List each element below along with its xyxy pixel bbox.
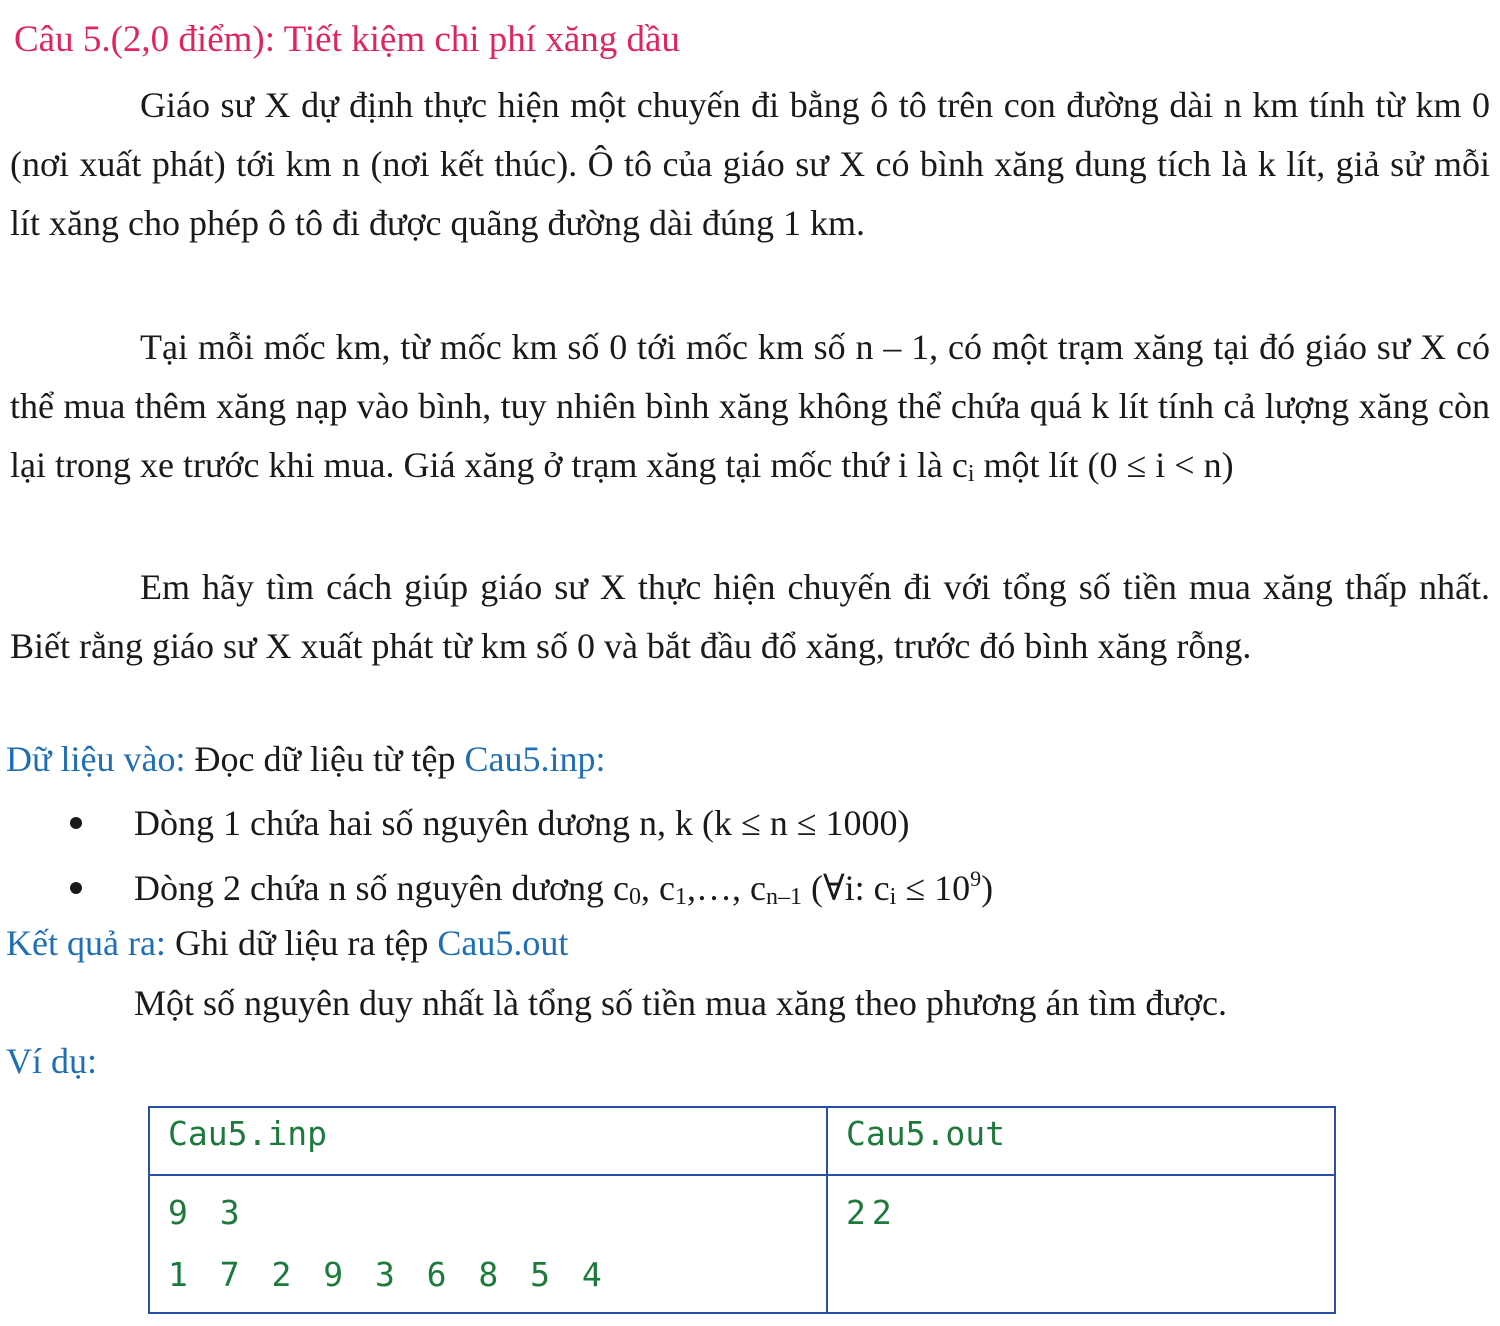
bullet-line-2-text: ): [981, 868, 994, 908]
table-row: [149, 1175, 1335, 1313]
input-text: Đọc dữ liệu từ tệp: [194, 739, 456, 779]
bullet-line-2: [70, 866, 993, 911]
table-cell-output: [827, 1175, 1335, 1313]
bullet-line-2-text: Dòng 2 chứa n số nguyên dương c: [134, 868, 629, 908]
ci-symbol: [952, 445, 975, 485]
table-header-output: Cau5.out: [827, 1107, 1335, 1175]
example-table: [148, 1106, 1336, 1314]
table-header-input: Cau5.inp: [149, 1107, 827, 1175]
paragraph-intro-text: Giáo sư X dự định thực hiện một chuyến đi bằng ô tô trên con đường dài n km tính từ km 0 (nơi xuất phát) tới km n (nơi kết thúc). Ô tô của giáo sư X có bình xăng dung tích là k lít, giả sử mỗi lít xăng cho phép ô tô đi được quãng đường dài đúng 1 km.: [10, 85, 1490, 243]
input-line-1: 9 3: [168, 1193, 246, 1232]
input-file-name: Cau5.inp:: [464, 739, 606, 779]
subscript: 0: [628, 884, 641, 910]
example-heading: Ví dụ:: [6, 1041, 98, 1081]
subscript: i: [889, 884, 897, 910]
output-description: Một số nguyên duy nhất là tổng số tiền mua xăng theo phương án tìm được.: [134, 983, 1227, 1023]
bullet-line-2-text: ≤ 10: [896, 868, 971, 908]
paragraph-stations-text: Tại mỗi mốc km, từ mốc km số 0 tới mốc km số n – 1, có một trạm xăng tại đó giáo sư X có thể mua thêm xăng nạp vào bình, tuy nhiên bình xăng không thể chứa quá k lít tính cả lượng xăng còn lại trong xe trước khi mua. Giá xăng ở trạm xăng tại mốc thứ i là: [10, 327, 1490, 485]
output-line-1: 22: [846, 1193, 898, 1232]
paragraph-stations: [10, 318, 1490, 504]
paragraph-intro: [10, 76, 1490, 253]
bullet-line-2-text: , c: [640, 868, 675, 908]
problem-title: Câu 5.(2,0 điểm): Tiết kiệm chi phí xăng dầu: [14, 19, 680, 60]
bullet-dot-icon: [70, 882, 82, 894]
table-cell-input: [149, 1175, 827, 1313]
subscript: 1: [674, 884, 687, 910]
output-section-heading: [6, 922, 568, 964]
bullet-line-1-text: Dòng 1 chứa hai số nguyên dương n, k (k ≤ n ≤ 1000): [134, 803, 910, 843]
table-header-row: [149, 1107, 1335, 1175]
superscript: 9: [970, 866, 982, 891]
output-text: Ghi dữ liệu ra tệp: [174, 923, 429, 963]
bullet-dot-icon: [70, 817, 82, 829]
input-section-heading: [6, 738, 605, 780]
input-line-2: 1 7 2 9 3 6 8 5 4: [168, 1255, 608, 1294]
subscript: n–1: [765, 884, 802, 910]
output-file-name: Cau5.out: [437, 923, 569, 963]
paragraph-task-text: Em hãy tìm cách giúp giáo sư X thực hiện chuyến đi với tổng số tiền mua xăng thấp nhất. Biết rằng giáo sư X xuất phát từ km số 0 và bắt đầu đổ xăng, trước đó bình xăng rỗng.: [10, 567, 1490, 666]
bullet-line-2-text: (∀i: c: [801, 868, 890, 908]
ci-c: c: [951, 445, 968, 485]
output-label: Kết quả ra:: [6, 923, 166, 963]
paragraph-task: [10, 558, 1490, 676]
paragraph-stations-tail: một lít (0 ≤ i < n): [983, 445, 1234, 485]
bullet-line-1: [70, 802, 909, 844]
input-label: Dữ liệu vào:: [6, 739, 186, 779]
ci-subscript: i: [967, 461, 975, 487]
bullet-line-2-text: ,…, c: [686, 868, 766, 908]
